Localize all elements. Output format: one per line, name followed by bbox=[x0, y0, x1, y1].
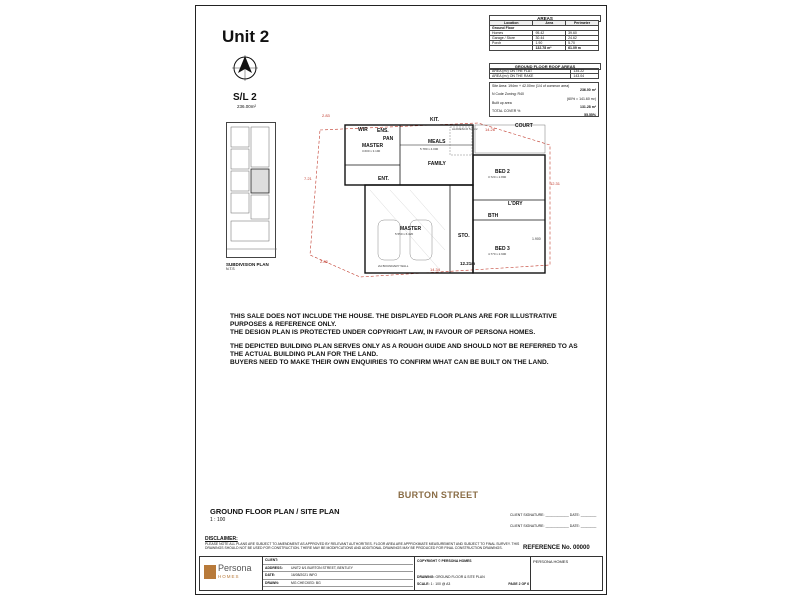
title-field bbox=[263, 565, 413, 573]
areas-total: 132.78 m² bbox=[533, 46, 566, 51]
note-line: THE DEPICTED BUILDING PLAN SERVES ONLY AS A ROUGH GUIDE AND SHOULD NOT BE REFERRED TO AS THE ACTUAL BUILDING PLAN FOR THE LAND. bbox=[230, 343, 578, 358]
disclaimer-notes bbox=[230, 313, 590, 373]
company-name: PERSONA HOMES bbox=[533, 559, 569, 564]
areas-table bbox=[489, 20, 599, 51]
site-line: Built up area bbox=[492, 100, 512, 105]
dim-right: 12.31 bbox=[550, 181, 560, 186]
dim-bottom-left: 2.83 bbox=[320, 259, 328, 264]
dim-left: 7.21 bbox=[304, 176, 312, 181]
site-line: Site Area: 194m² + 42.00m² (1/4 of common area) bbox=[492, 84, 570, 88]
copyright: COPYRIGHT © PERSONA HOMES bbox=[417, 559, 472, 563]
site-line: 236.00 m² bbox=[580, 88, 596, 93]
roof-areas-title: GROUND FLOOR ROOF AREAS bbox=[489, 63, 601, 70]
roof-cell: 143.04 bbox=[571, 74, 599, 79]
areas-cell: 30.44 bbox=[533, 36, 566, 41]
site-line: TOTAL COVER % bbox=[492, 109, 521, 114]
field-value: UNIT2 6/1 BURTON STREET, BENTLEY bbox=[291, 565, 353, 570]
room-kit: KIT. bbox=[430, 117, 439, 123]
dim-top-left: 2.83 bbox=[322, 113, 330, 118]
room-master: MASTER bbox=[362, 143, 384, 149]
room-sto: STO. bbox=[458, 233, 470, 239]
field-key: DRAWN: bbox=[265, 581, 279, 586]
areas-cell: Porch bbox=[490, 41, 533, 46]
roof-areas-table bbox=[489, 68, 599, 79]
site-line: 131.28 m² bbox=[580, 105, 596, 110]
title-block bbox=[199, 556, 603, 591]
plan-title: GROUND FLOOR PLAN / SITE PLAN bbox=[210, 507, 340, 516]
areas-total: 61.09 m bbox=[566, 46, 599, 51]
field-key: ADDRESS: bbox=[265, 565, 283, 570]
unit-title: Unit 2 bbox=[222, 27, 270, 46]
dim-bottom: 14.34 bbox=[430, 267, 441, 272]
scale-label: SCALE: bbox=[417, 582, 430, 586]
subdivision-label: SUBDIVISION PLAN bbox=[226, 262, 269, 267]
areas-cell: 95.42 bbox=[533, 31, 566, 36]
room-bed3-dim: 4.770 x 2.900 bbox=[488, 252, 507, 256]
page-number: PAGE 2 OF 6 bbox=[508, 582, 529, 586]
site-line: (60% = 141.60 m²) bbox=[566, 96, 596, 101]
room-master-dim: 3.600 x 3.190 bbox=[362, 149, 381, 153]
drawing-label: DRAWING: bbox=[417, 575, 435, 579]
house-wall-upper bbox=[345, 125, 473, 185]
subdivision-drawing bbox=[227, 123, 277, 259]
title-fields bbox=[262, 557, 413, 590]
scale-row bbox=[417, 582, 450, 586]
field-key: CLIENT: bbox=[265, 558, 278, 563]
room-ent: ENT. bbox=[378, 176, 389, 182]
areas-header: Location bbox=[490, 21, 533, 26]
street-name: BURTON STREET bbox=[398, 490, 479, 500]
areas-header: Area bbox=[533, 21, 566, 26]
areas-cell: Homes bbox=[490, 31, 533, 36]
areas-cell: 5.70 bbox=[566, 41, 599, 46]
logo-mark-icon bbox=[204, 565, 216, 579]
room-alfresco: ALFRESCO 5.0 m² bbox=[452, 127, 478, 131]
areas-section: Ground Floor bbox=[490, 26, 599, 31]
north-arrow-icon bbox=[230, 53, 260, 83]
room-garage: MASTER bbox=[400, 226, 422, 232]
dim-bottom-inner: 12.21m bbox=[460, 261, 476, 266]
client-signature: CLIENT SIGNATURE: ____________ DATE: ________ bbox=[510, 513, 597, 517]
lot-area: 236.00m² bbox=[237, 104, 257, 109]
areas-cell: 24.62 bbox=[566, 36, 599, 41]
field-value: MG CHECKED: BG bbox=[291, 581, 321, 586]
roof-cell: 134.22 bbox=[571, 69, 599, 74]
room-meals: MEALS bbox=[428, 139, 446, 145]
note-line: THE DESIGN PLAN IS PROTECTED UNDER COPYRIGHT LAW, IN FAVOUR OF PERSONA HOMES. bbox=[230, 329, 536, 336]
subdivision-scale: N.T.S bbox=[226, 267, 235, 271]
room-pan: PAN bbox=[383, 136, 394, 142]
drawing-value: GROUND FLOOR & SITE PLAN bbox=[435, 575, 485, 579]
client-signature: CLIENT SIGNATURE: ____________ DATE: ________ bbox=[510, 524, 597, 528]
plan-scale: 1 : 100 bbox=[210, 517, 226, 523]
room-bed3: BED 3 bbox=[495, 246, 510, 252]
boundary-wall-note: 2H BOUNDARY WALL bbox=[378, 264, 409, 268]
roof-cell: AREA (m²) ON THE FLAT bbox=[490, 69, 571, 74]
floor-plan bbox=[300, 95, 560, 280]
room-bed2-dim: 3.720 x 2.890 bbox=[488, 175, 507, 179]
room-bed2: BED 2 bbox=[495, 169, 510, 175]
logo-subtext: HOMES bbox=[218, 574, 240, 579]
note-line: BUYERS NEED TO MAKE THEIR OWN ENQUIRIES TO CONFIRM WHAT CAN BE BUILT ON THE LAND. bbox=[230, 359, 549, 366]
areas-cell: 1.90 bbox=[533, 41, 566, 46]
field-key: DATE: bbox=[265, 573, 276, 578]
title-field bbox=[263, 572, 413, 580]
room-ldry: L'DRY bbox=[508, 201, 523, 207]
note-line: THIS SALE DOES NOT INCLUDE THE HOUSE. THE DISPLAYED FLOOR PLANS ARE FOR ILLUSTRATIVE PURPOSES & REFERENCE ONLY. bbox=[230, 313, 557, 328]
room-family: FAMILY bbox=[428, 161, 446, 167]
title-field bbox=[263, 580, 413, 588]
areas-title: AREAS bbox=[489, 15, 601, 22]
site-line: 55.55% bbox=[584, 113, 596, 118]
areas-cell: 39.60 bbox=[566, 31, 599, 36]
title-field bbox=[263, 557, 413, 565]
areas-total bbox=[490, 46, 533, 51]
room-court: COURT bbox=[515, 123, 533, 129]
field-value: 16/08/2021 INFO bbox=[291, 573, 318, 578]
reference-number: REFERENCE No. 00000 bbox=[523, 545, 590, 551]
scale-value: 1 : 100 @ A3 bbox=[430, 582, 451, 586]
room-wir: WIR bbox=[358, 127, 368, 133]
room-bth: BTH bbox=[488, 213, 499, 219]
lot-number: S/L 2 bbox=[233, 92, 257, 103]
site-line: N Code Zoning: R40 bbox=[492, 92, 524, 97]
company-block bbox=[530, 557, 603, 590]
areas-header: Perimeter bbox=[566, 21, 599, 26]
subdivision-plan bbox=[226, 122, 276, 258]
disclaimer-title: DISCLAIMER: bbox=[205, 536, 238, 542]
room-ens: ENS. bbox=[377, 128, 389, 134]
logo-text: Persona bbox=[218, 563, 252, 573]
company-logo bbox=[202, 561, 260, 587]
room-family-dim: 5.780 x 4.000 bbox=[420, 147, 439, 151]
room-garage-dim: 5.550 x 6.420 bbox=[395, 232, 414, 236]
dim-top: 14.26 bbox=[485, 127, 496, 132]
title-drawing-info bbox=[414, 557, 531, 590]
drawing-row bbox=[417, 575, 485, 579]
areas-cell: Garage / Store bbox=[490, 36, 533, 41]
dim-bed3: 1.900 bbox=[532, 237, 541, 241]
roof-cell: AREA (m²) ON THE RAKE bbox=[490, 74, 571, 79]
disclaimer-text: PLEASE NOTE ALL PLANS ARE SUBJECT TO AMENDMENT AS APPROVED BY RELEVANT AUTHORITIES. FLOOR AREA ARE APPROXIMATE MEASUREMENT AND SUBJECT TO FINAL SURVEY. THIS DRAWINGS SHOULD NOT BE USED FOR CONSTRUCTION. THERE MAY BE MODIFICATIONS AND ADDITIONAL DRAWINGS MAY BE PRODUCED FOR FINAL CONSTRUCTION DRAWINGS. bbox=[205, 542, 520, 550]
